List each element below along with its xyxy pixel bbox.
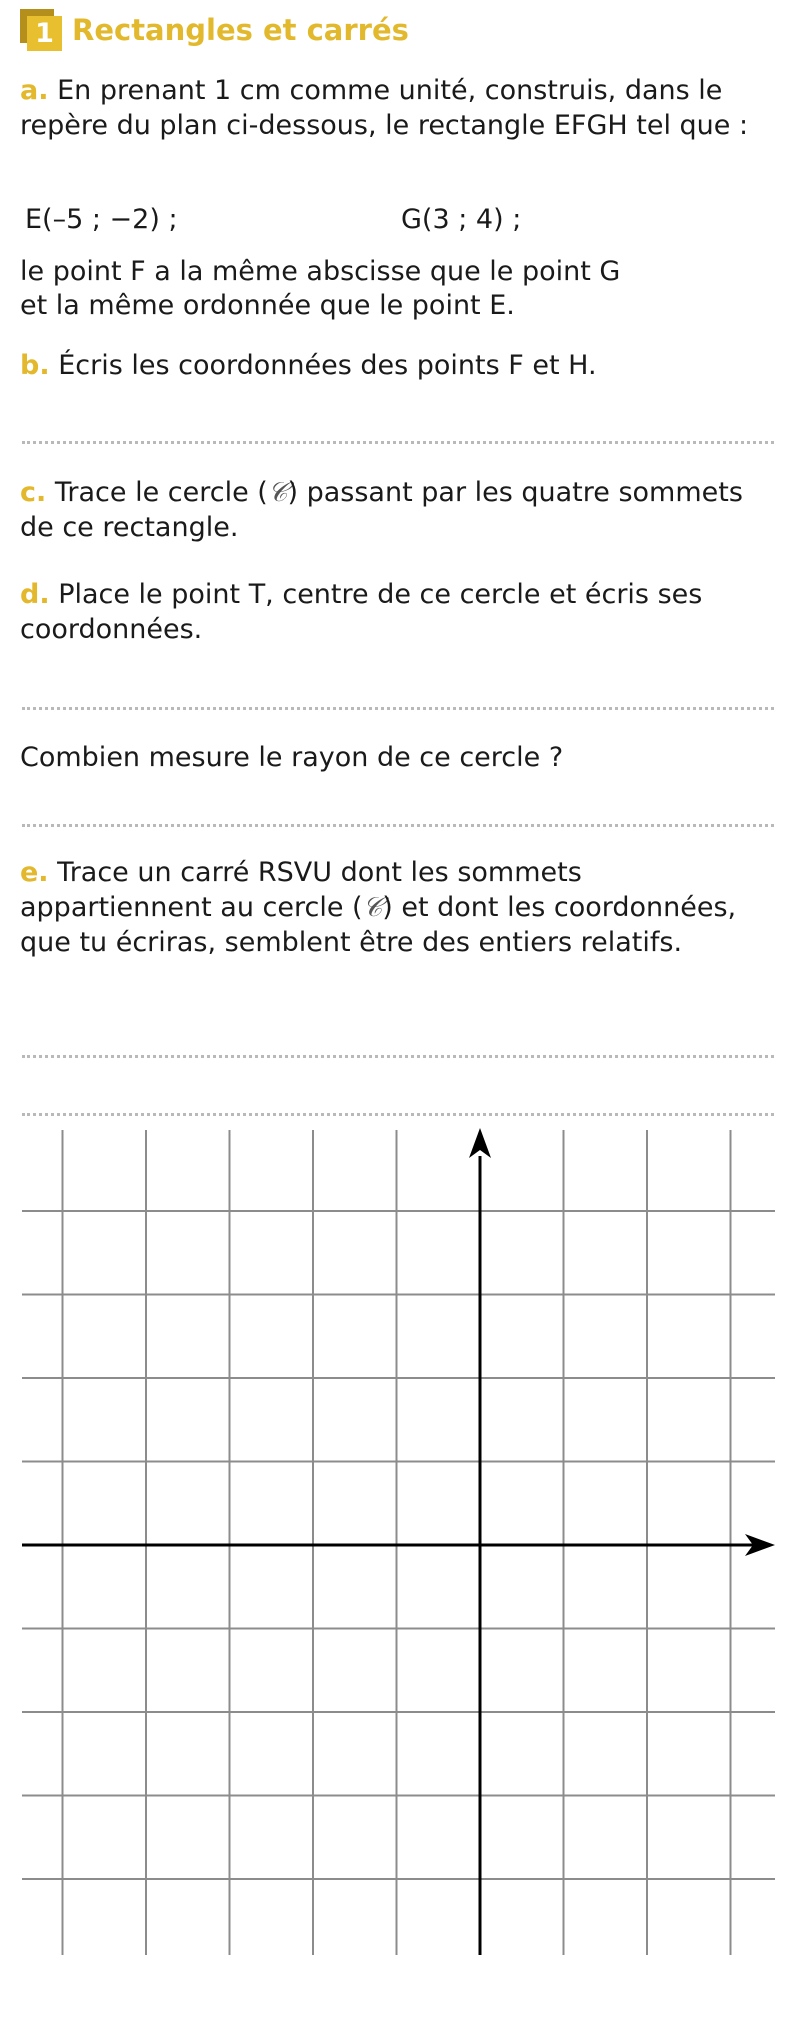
exercise-number: 1 [27,16,62,51]
exercise-number-badge [20,9,62,51]
answer-line-d[interactable] [22,707,774,710]
part-c-text-before: Trace le cercle ( [54,477,268,508]
exercise-title: Rectangles et carrés [72,13,409,47]
part-b-text: Écris les coordonnées des points F et H. [58,350,597,381]
grid-svg[interactable] [0,1120,803,2000]
part-d-instruction [20,577,780,647]
part-c-text-after: ) passant par les quatre sommets de ce rectangle. [20,477,743,543]
point-g-coords: G(3 ; 4) ; [401,204,522,235]
part-e-text-after: ) et dont les coordonnées, que tu écriras, semblent être des entiers relatifs. [20,892,737,958]
part-e-instruction [20,855,780,960]
part-b-label: b. [20,350,50,381]
part-a-instruction [20,73,780,143]
circle-symbol: 𝒞 [267,477,288,508]
part-b-instruction [20,348,780,383]
exercise-header [20,8,409,52]
y-axis-arrow-icon [469,1128,491,1158]
part-c-label: c. [20,477,47,508]
circle-symbol-e: 𝒞 [362,892,383,923]
condition-line-1: le point F a la même abscisse que le point G [20,256,621,287]
coordinate-grid[interactable] [0,1120,803,2000]
part-c-instruction [20,475,780,545]
part-d-label: d. [20,579,50,610]
answer-line-b[interactable] [22,441,774,444]
condition-line-2: et la même ordonnée que le point E. [20,290,515,321]
answer-line-radius[interactable] [22,824,774,827]
answer-line-e-1[interactable] [22,1055,774,1058]
part-d-text: Place le point T, centre de ce cercle et écris ses coordonnées. [20,579,703,645]
point-e-coords: E(–5 ; −2) ; [25,204,178,235]
part-a-text: En prenant 1 cm comme unité, construis, dans le repère du plan ci-dessous, le rectangle EFGH tel que : [20,75,749,141]
part-e-label: e. [20,857,49,888]
part-a-label: a. [20,75,49,106]
radius-question: Combien mesure le rayon de ce cercle ? [20,742,564,773]
part-e-text-before: Trace un carré RSVU dont les sommets appartiennent au cercle ( [20,857,582,923]
answer-line-e-2[interactable] [22,1113,774,1116]
